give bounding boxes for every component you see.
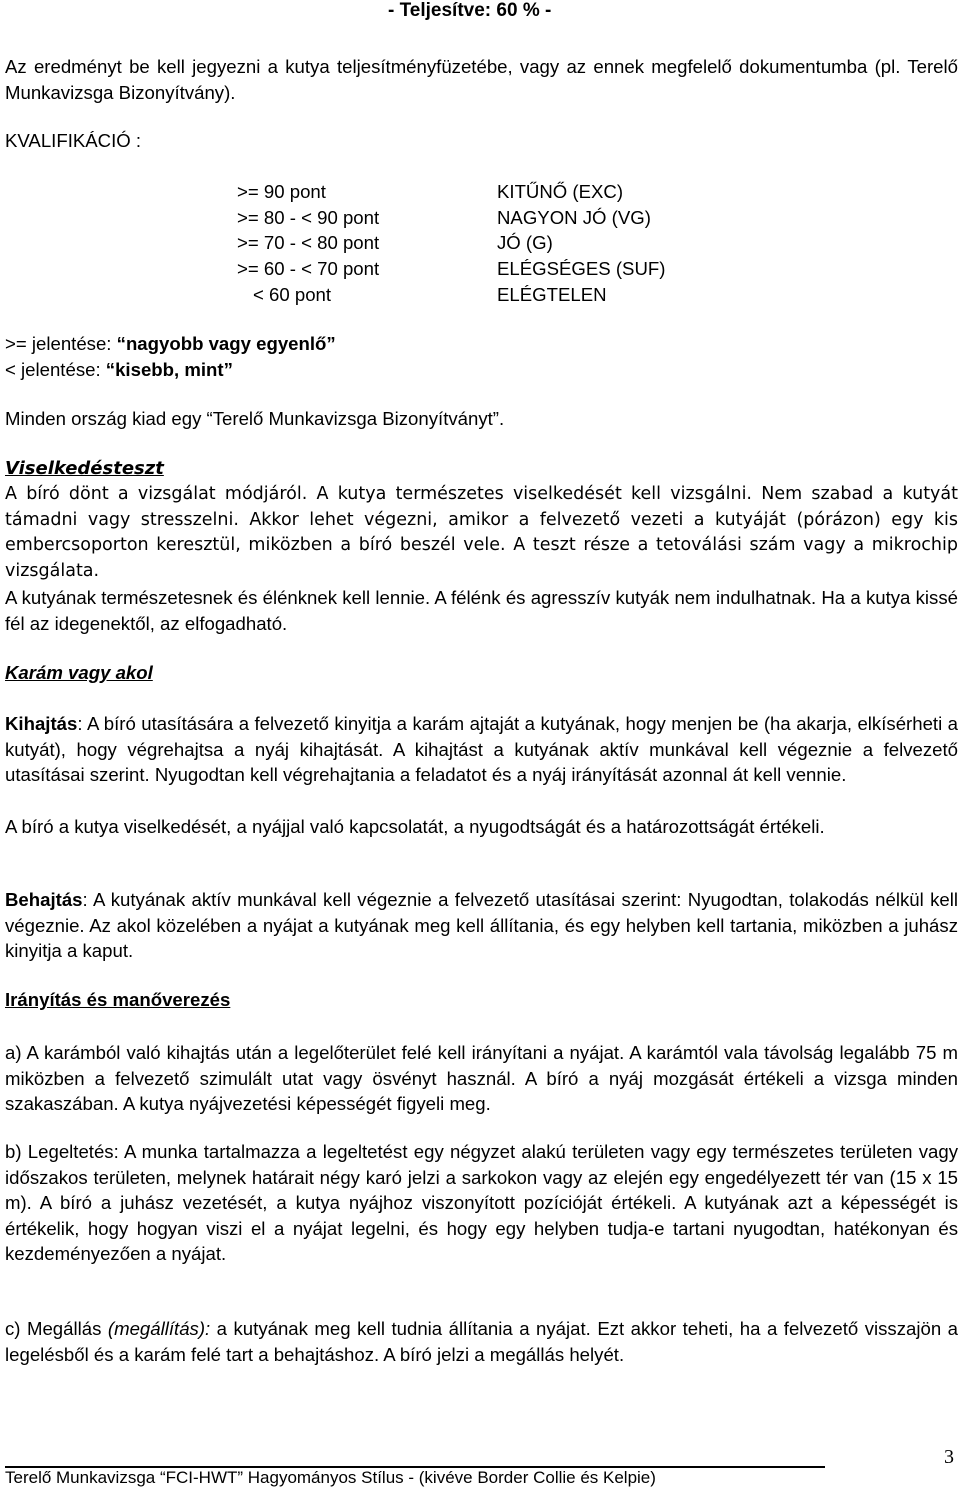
release-evaluation: A bíró a kutya viselkedését, a nyájjal való kapcsolatát, a nyugodtságát és a határozottságát értékeli. — [5, 816, 825, 837]
qualification-grade: ELÉGSÉGES (SUF) — [497, 258, 666, 279]
footer-text: Terelő Munkavizsga “FCI-HWT” Hagyományos Stílus - (kivéve Border Collie és Kelpie) — [5, 1468, 656, 1487]
driving-paragraph-c — [5, 1316, 958, 1367]
pen-heading: Karám vagy akol — [5, 662, 153, 683]
qualification-grade: ELÉGTELEN — [497, 284, 607, 305]
legend-lt-meaning: “kisebb, mint” — [105, 359, 233, 380]
penning-text: : A kutyának aktív munkával kell végeznie a felvezető utasításai szerint: Nyugodtan, tolakodás nélkül kell végeznie. Az akol közelében a nyájat a kutyának meg kell állítania, és egy helyben kell tartania, miközben a juhász kinyitja a kaput. — [5, 889, 958, 962]
release-paragraph — [5, 711, 958, 788]
behaviour-paragraph-2 — [5, 585, 958, 636]
qualification-range: >= 80 - < 90 pont — [237, 207, 380, 228]
page-number: 3 — [944, 1446, 954, 1468]
release-text: : A bíró utasítására a felvezető kinyitja a karám ajtaját a kutyának, hogy menjen be (ha akarja, elkísérheti a kutyát), hogy végrehajtsa a nyáj kihajtását. A kihajtást a kutyának aktív munkával kell végeznie a felvezető utasításai szerint. Nyugodtan kell végrehajtania a feladatot és a nyáj irányítását azonnal át kell vennie. — [5, 713, 958, 786]
release-label: Kihajtás — [5, 713, 78, 734]
stop-text: a kutyának meg kell tudnia állítania a nyájat. Ezt akkor teheti, ha a felvezető visszajön a legelésből és a karám felé tart a behajtáshoz. A bíró jelzi a megállás helyét. — [5, 1318, 958, 1365]
penning-paragraph — [5, 887, 958, 964]
qualification-grade: KITŰNŐ (EXC) — [497, 181, 624, 202]
qualification-heading: KVALIFIKÁCIÓ : — [5, 130, 142, 151]
stop-prefix: c) Megállás — [5, 1318, 108, 1339]
behaviour-paragraph: A bíró dönt a vizsgálat módjáról. A kutya természetes viselkedését kell vizsgálni. Nem szabad a kutyát támadni vagy stresszelni. Akkor lehet végezni, amikor a felvezető vezeti a kutyáját (pórázon) egy kis embercsoporton keresztül, miközben a bíró beszél vele. A teszt része a tetoválási szám vagy a mikrochip vizsgálata. — [5, 484, 958, 581]
qualification-grade: NAGYON JÓ (VG) — [497, 207, 651, 228]
qualification-grade: JÓ (G) — [497, 232, 553, 253]
stop-italic: (megállítás): — [107, 1318, 211, 1339]
driving-heading: Irányítás és manőverezés — [5, 989, 231, 1010]
page-header: - Teljesítve: 60 % - — [388, 0, 552, 21]
certificate-note: Minden ország kiad egy “Terelő Munkavizsga Bizonyítványt”. — [5, 408, 505, 429]
legend-lt-prefix: < jelentése: — [5, 359, 106, 380]
legend-lt — [5, 359, 233, 381]
qualification-range: >= 70 - < 80 pont — [237, 232, 380, 253]
legend-gte-meaning: “nagyobb vagy egyenlő” — [116, 333, 336, 354]
behaviour-text: A kutyának természetesnek és élénknek kell lennie. A félénk és agresszív kutyák nem indulhatnak. — [5, 587, 817, 608]
legend-gte-prefix: >= jelentése: — [5, 333, 117, 354]
driving-paragraph-b: b) Legeltetés: A munka tartalmazza a legeltetést egy négyzet alakú területen vagy egy természetes területen vagy időszakos területen, melynek határait négy karó jelzi a sarkokon vagy az elején egy engedélyezett tér van (15 x 15 m). A bíró a juhász vezetését, a kutya nyájhoz viszonyított pozícióját értékeli. A kutyának azt a képességét is értékelik, hogy hogyan viszi el a nyájat legelni, és hogy egy helyben tudja-e tartani nyugodtan, hatékonyan és kezdeményezően a nyájat. — [5, 1141, 958, 1265]
intro-paragraph: Az eredményt be kell jegyezni a kutya teljesítményfüzetébe, vagy az ennek megfelelő dokumentumba (pl. Terelő Munkavizsga Bizonyítvány). — [5, 56, 958, 103]
qualification-range: >= 90 pont — [237, 181, 326, 202]
legend-gte — [5, 333, 336, 355]
driving-paragraph-a: a) A karámból való kihajtás után a legelőterület felé kell irányítani a nyájat. A karámtól vala távolság legalább 75 m miközben a felvezető szimulált utat vagy ösvényt használ. A bíró a nyáj mozgását értékeli a vizsga minden szakaszában. A kutya nyájvezetési képességét figyeli meg. — [5, 1042, 958, 1115]
behaviour-heading: Viselkedésteszt — [5, 458, 164, 479]
qualification-range: < 60 pont — [253, 284, 332, 305]
qualification-range: >= 60 - < 70 pont — [237, 258, 380, 279]
behaviour-text-2: Ha a kutya kissé fél az idegenektől, az elfogadható. — [5, 587, 958, 634]
penning-label: Behajtás — [5, 889, 83, 910]
